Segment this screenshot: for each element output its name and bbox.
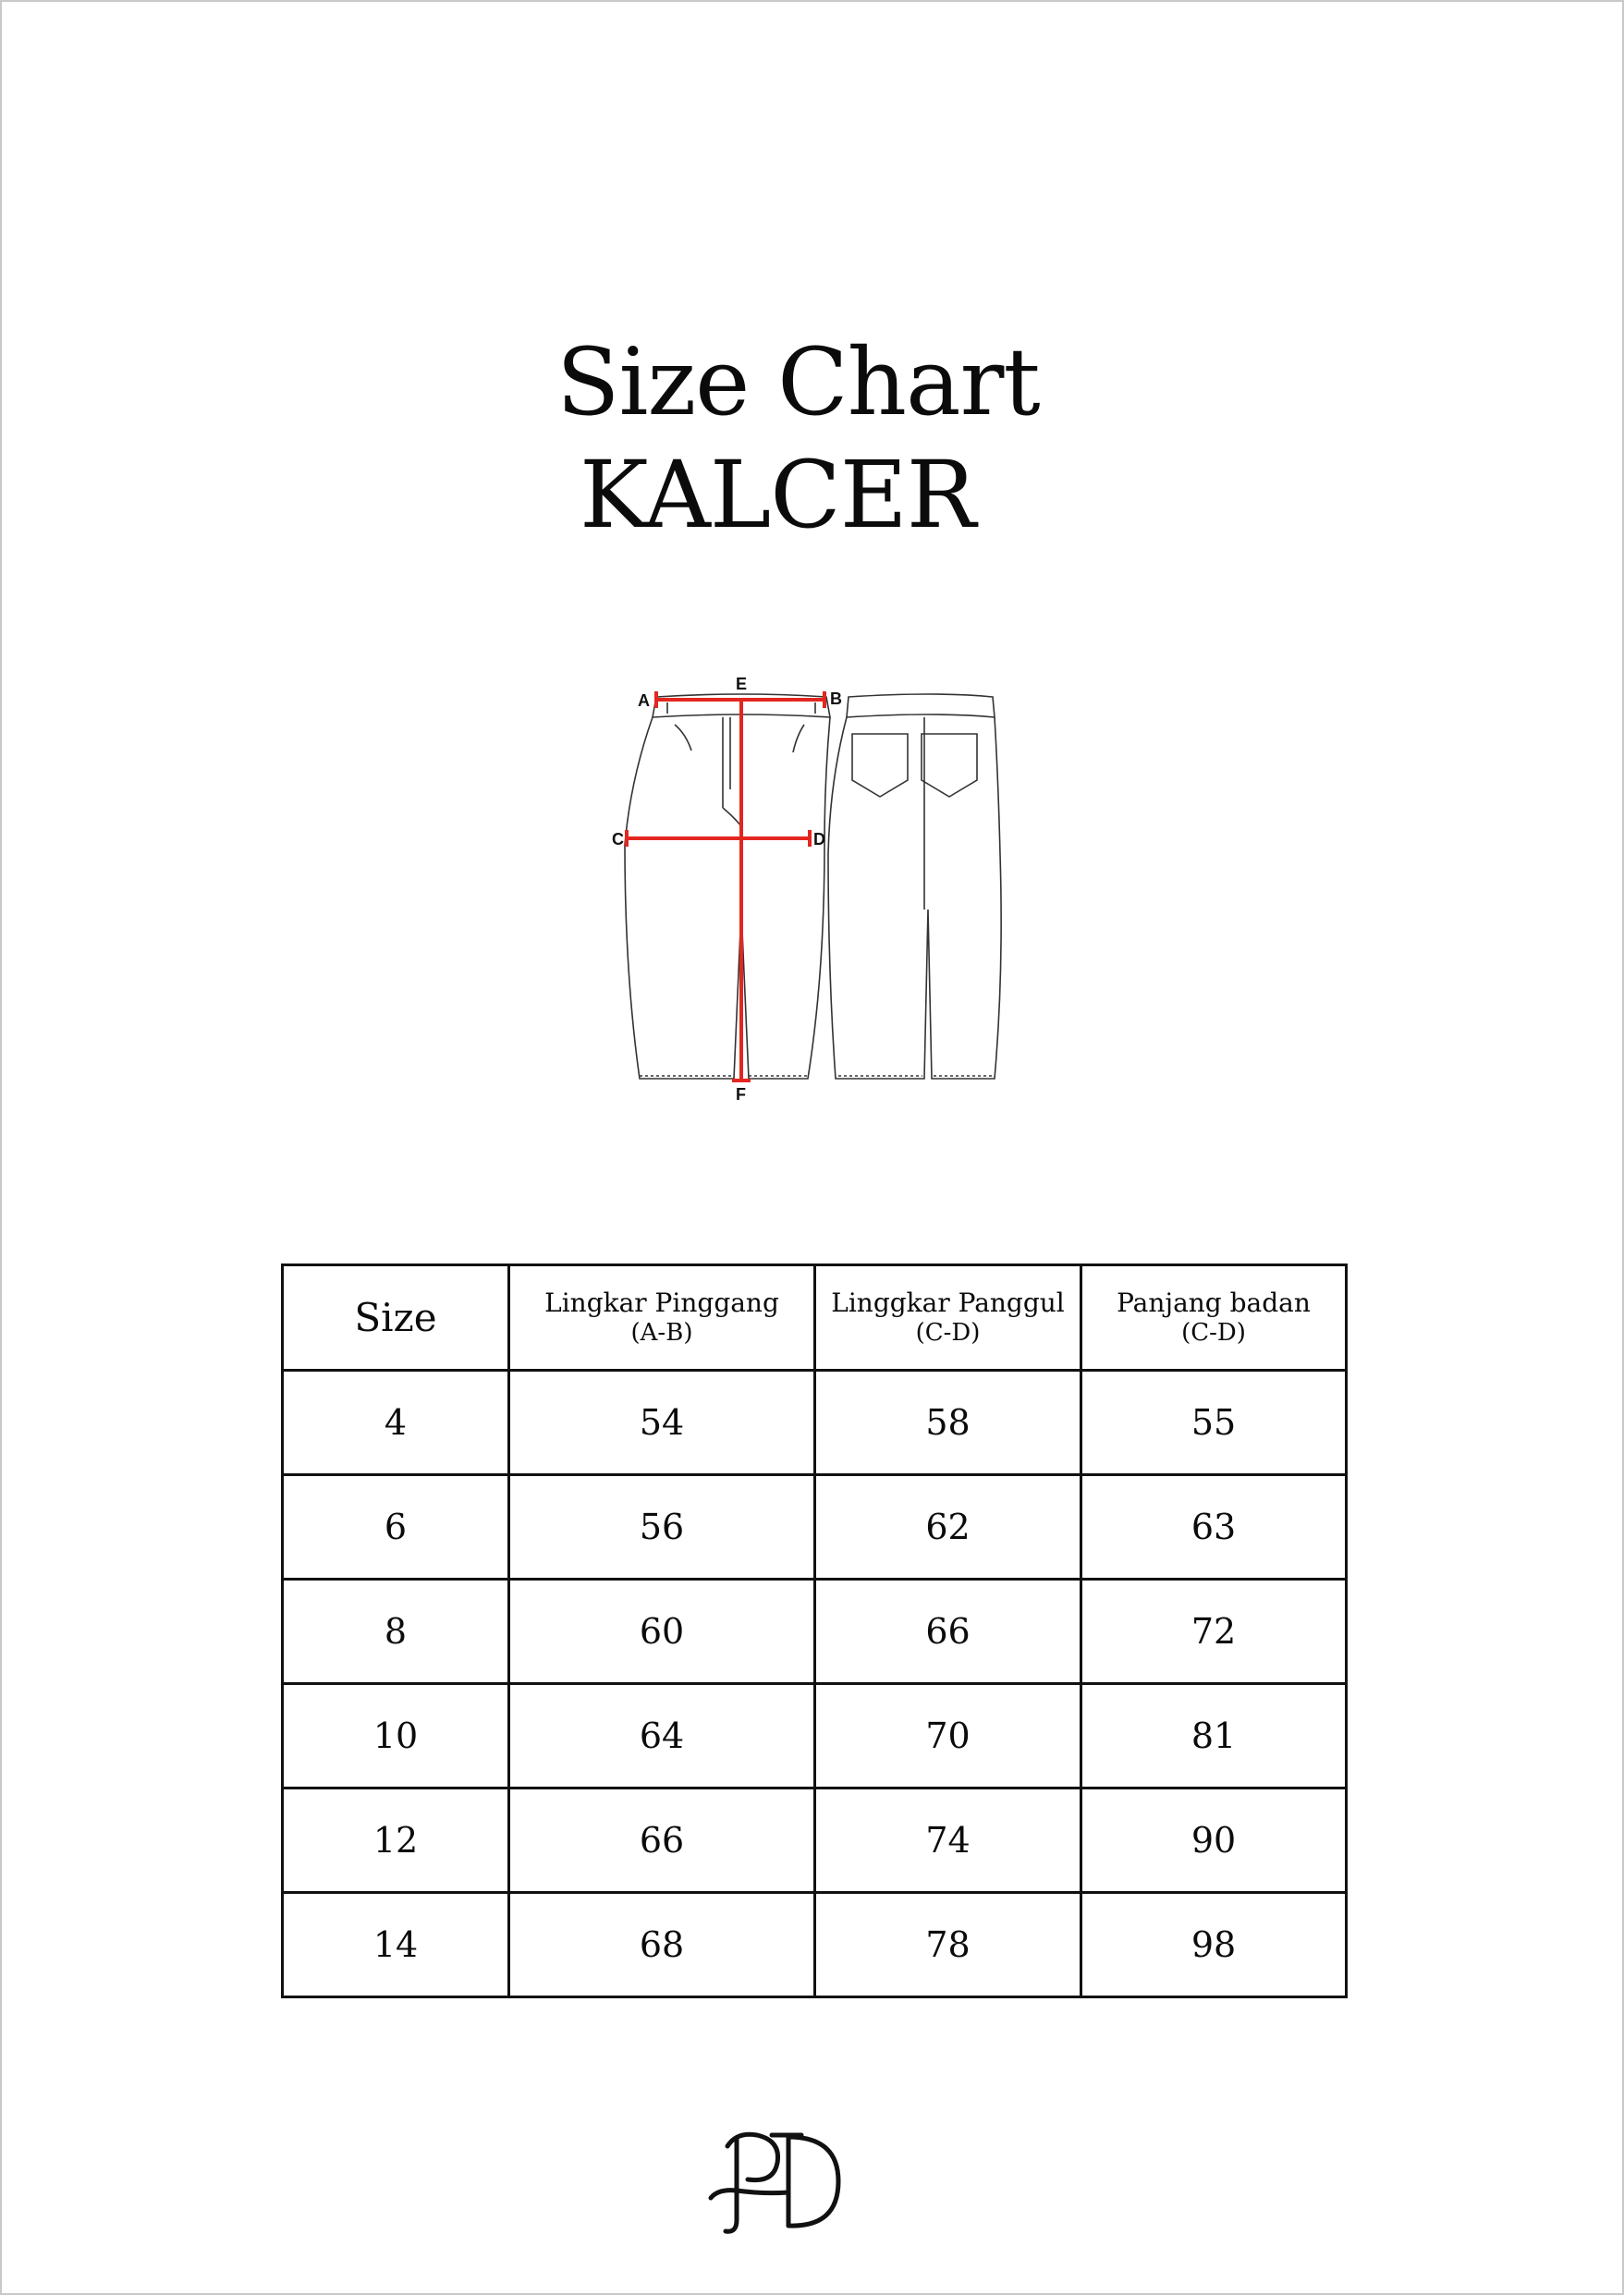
pants-measurement-diagram xyxy=(612,669,1019,1104)
header-waist: Lingkar Pinggang (A-B) xyxy=(509,1265,815,1371)
pants-front-illustration xyxy=(625,694,830,1079)
hip-cell: 78 xyxy=(815,1893,1081,1997)
waist-cell: 54 xyxy=(509,1371,815,1475)
size-cell: 8 xyxy=(283,1580,509,1684)
hip-cell: 58 xyxy=(815,1371,1081,1475)
brand-logo xyxy=(700,2118,866,2248)
length-cell: 81 xyxy=(1081,1684,1347,1788)
length-cell: 63 xyxy=(1081,1475,1347,1580)
point-b-label: B xyxy=(830,690,842,708)
point-e-label: E xyxy=(736,675,748,693)
hip-cell: 62 xyxy=(815,1475,1081,1580)
size-cell: 6 xyxy=(283,1475,509,1580)
table-header-row xyxy=(283,1265,1347,1371)
pants-back-illustration xyxy=(828,694,1001,1079)
table-row xyxy=(283,1371,1347,1475)
header-length: Panjang badan (C-D) xyxy=(1081,1265,1347,1371)
length-cell: 90 xyxy=(1081,1788,1347,1893)
hip-cell: 66 xyxy=(815,1580,1081,1684)
point-c-label: C xyxy=(612,830,624,848)
table-row xyxy=(283,1580,1347,1684)
length-cell: 55 xyxy=(1081,1371,1347,1475)
waist-cell: 64 xyxy=(509,1684,815,1788)
waist-cell: 66 xyxy=(509,1788,815,1893)
hip-cell: 74 xyxy=(815,1788,1081,1893)
header-size: Size xyxy=(283,1265,509,1371)
point-d-label: D xyxy=(813,830,825,848)
size-cell: 14 xyxy=(283,1893,509,1997)
size-cell: 10 xyxy=(283,1684,509,1788)
waist-cell: 60 xyxy=(509,1580,815,1684)
table-row xyxy=(283,1684,1347,1788)
waist-cell: 68 xyxy=(509,1893,815,1997)
page-title: Size Chart xyxy=(556,328,1040,436)
product-name: KALCER xyxy=(580,441,976,549)
length-cell: 98 xyxy=(1081,1893,1347,1997)
table-row xyxy=(283,1788,1347,1893)
size-cell: 12 xyxy=(283,1788,509,1893)
table-row xyxy=(283,1893,1347,1997)
table-row xyxy=(283,1475,1347,1580)
point-a-label: A xyxy=(638,691,650,710)
size-cell: 4 xyxy=(283,1371,509,1475)
point-f-label: F xyxy=(736,1085,746,1104)
header-hip: Linggkar Panggul (C-D) xyxy=(815,1265,1081,1371)
measurement-lines xyxy=(627,691,824,1080)
size-table xyxy=(281,1263,1348,1998)
waist-cell: 56 xyxy=(509,1475,815,1580)
hip-cell: 70 xyxy=(815,1684,1081,1788)
length-cell: 72 xyxy=(1081,1580,1347,1684)
